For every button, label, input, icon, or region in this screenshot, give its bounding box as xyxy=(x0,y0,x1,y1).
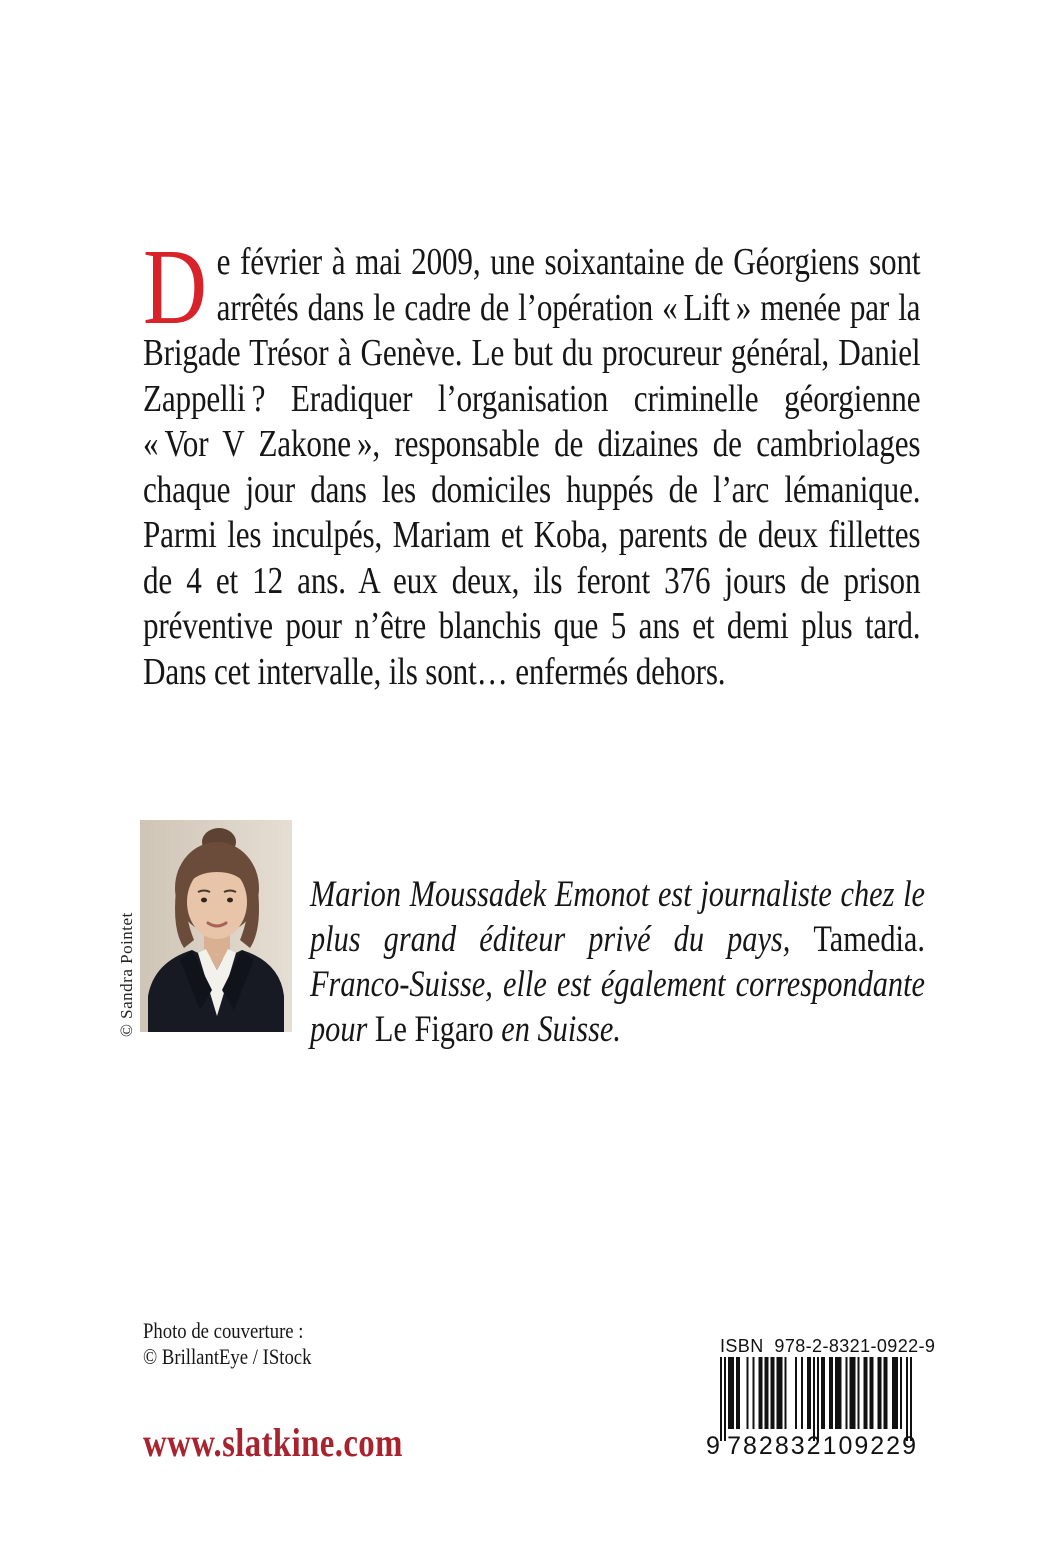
cover-credit-line2: © BrillantEye / IStock xyxy=(143,1344,312,1369)
barcode-digit-group2: 109229 xyxy=(822,1432,918,1460)
author-bio xyxy=(310,872,925,1052)
author-photo xyxy=(140,820,292,1032)
bio-text-italic: en Suisse. xyxy=(493,1009,621,1050)
barcode-bars xyxy=(720,1357,912,1441)
publisher-website: www.slatkine.com xyxy=(143,1420,403,1465)
barcode-digits xyxy=(706,1433,918,1459)
barcode-digit-first: 9 xyxy=(706,1432,722,1460)
bio-text-italic: Franco-Suisse, elle est également correspondante pour xyxy=(310,964,925,1050)
synopsis-section xyxy=(143,228,921,695)
isbn-barcode-block xyxy=(698,1336,934,1459)
cover-credit-line1: Photo de couverture : xyxy=(143,1318,304,1343)
bio-newspaper-name: Le Figaro xyxy=(374,1009,494,1050)
author-photo-illustration xyxy=(140,820,292,1032)
bio-text-italic: Marion Moussadek Emonot est journaliste chez le plus grand éditeur privé du pays, xyxy=(310,874,925,960)
cover-photo-credit xyxy=(143,1318,398,1370)
synopsis-paragraph xyxy=(143,228,921,695)
barcode-digit-group1: 782832 xyxy=(727,1432,823,1460)
author-photo-credit: © Sandra Pointet xyxy=(117,912,136,1037)
isbn-label: ISBN 978-2-8321-0922-9 xyxy=(720,1336,936,1356)
drop-cap-letter: D xyxy=(143,228,207,347)
bio-publisher-name: Tamedia. xyxy=(813,919,925,960)
synopsis-text: e février à mai 2009, une soixantaine de Géorgiens sont arrêtés dans le cadre de l’opération « Lift » menée par la Brigade Trésor à Genève. Le but du procureur général, Daniel Zappelli ? Eradiquer l’organisation criminelle géorgienne « Vor V Zakone », responsable de dizaines de cambriolages chaque jour dans les domiciles huppés de l’arc lémanique. Parmi les inculpés, Mariam et Koba, parents de deux fillettes de 4 et 12 ans. A eux deux, ils feront 376 jours de prison préventive pour n’être blanchis que 5 ans et demi plus tard. Dans cet intervalle, ils sont… enfermés dehors. xyxy=(143,241,921,693)
